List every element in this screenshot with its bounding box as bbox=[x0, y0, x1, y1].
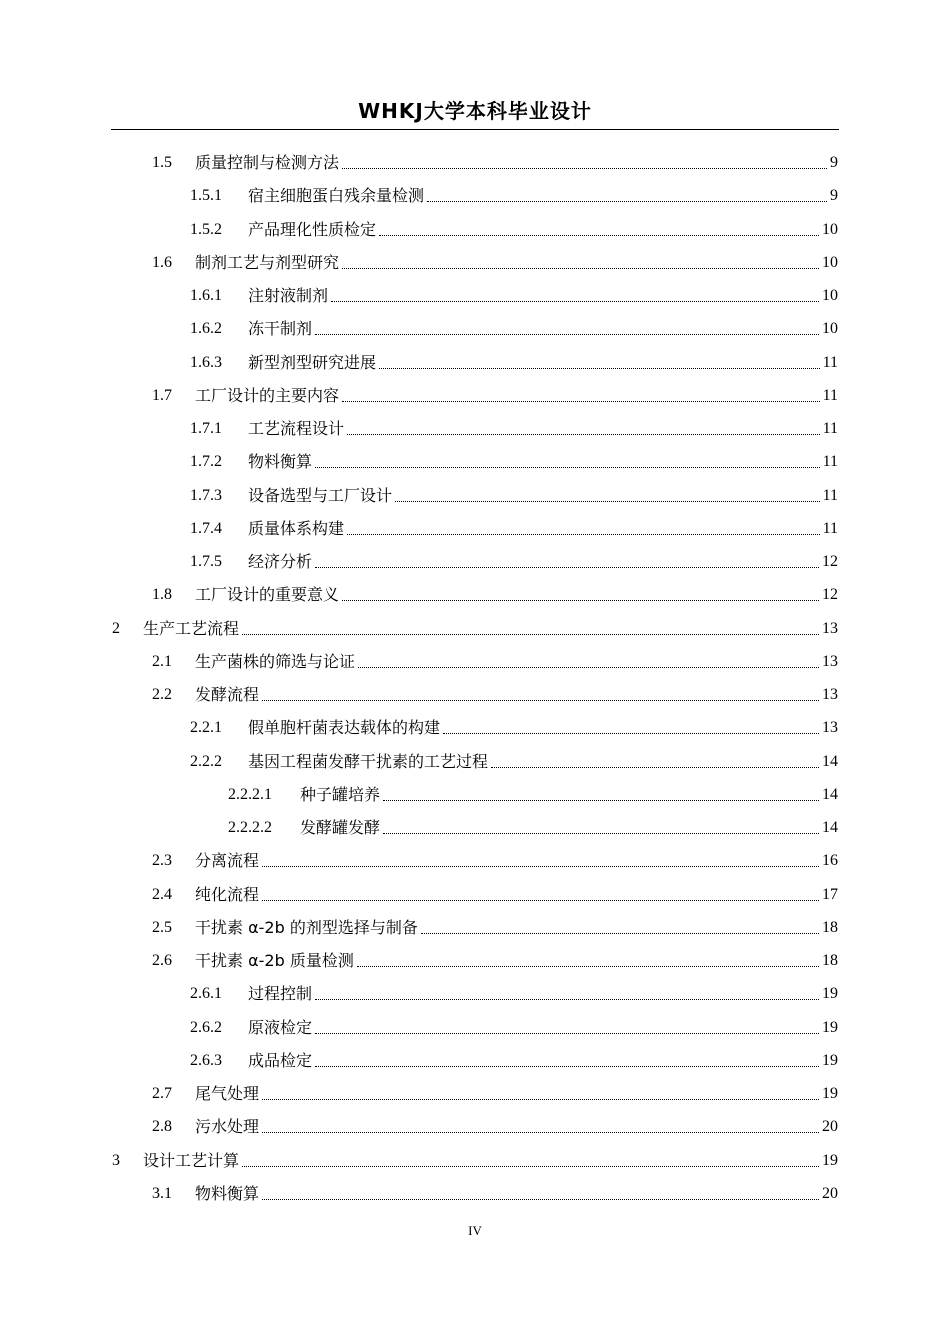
toc-entry-number: 2.2.1 bbox=[190, 719, 222, 737]
toc-entry[interactable] bbox=[190, 1006, 838, 1039]
toc-entry-title: 注射液制剂 bbox=[248, 286, 329, 305]
toc-entry[interactable] bbox=[228, 806, 838, 839]
toc-entry[interactable] bbox=[152, 839, 838, 872]
toc-dot-leader bbox=[379, 368, 820, 369]
toc-entry-number: 1.7.5 bbox=[190, 553, 222, 570]
header-title: WHKJ大学本科毕业设计 bbox=[358, 99, 592, 123]
toc-entry-page: 10 bbox=[822, 320, 838, 338]
toc-dot-leader bbox=[347, 534, 820, 535]
toc-dot-leader bbox=[262, 700, 819, 701]
toc-entry[interactable] bbox=[152, 374, 838, 407]
toc-entry[interactable] bbox=[190, 174, 838, 207]
toc-entry[interactable] bbox=[152, 1105, 838, 1138]
toc-entry-title: 尾气处理 bbox=[195, 1084, 260, 1103]
toc-entry-number: 2.2.2 bbox=[190, 752, 222, 770]
toc-dot-leader bbox=[262, 1132, 819, 1133]
toc-entry[interactable] bbox=[190, 540, 838, 573]
toc-entry-number: 1.7.4 bbox=[190, 519, 222, 537]
toc-dot-leader bbox=[315, 334, 819, 335]
toc-entry-number: 1.5.2 bbox=[190, 220, 222, 238]
toc-entry-number: 1.7.1 bbox=[190, 420, 222, 437]
toc-dot-leader bbox=[383, 800, 819, 801]
toc-entry[interactable] bbox=[152, 640, 838, 673]
toc-entry-title: 工厂设计的主要内容 bbox=[195, 385, 340, 405]
toc-entry-page: 18 bbox=[822, 918, 838, 936]
toc-entry-number: 3.1 bbox=[152, 1184, 172, 1202]
toc-entry-page: 17 bbox=[822, 885, 838, 903]
header-divider bbox=[111, 129, 839, 130]
toc-entry-page: 19 bbox=[822, 985, 838, 1003]
toc-entry[interactable] bbox=[152, 141, 838, 174]
toc-entry-number: 1.7.3 bbox=[190, 486, 222, 504]
toc-entry[interactable] bbox=[190, 341, 838, 374]
toc-entry-page: 11 bbox=[822, 386, 838, 404]
toc-entry[interactable] bbox=[190, 274, 838, 307]
toc-dot-leader bbox=[379, 235, 819, 236]
toc-entry[interactable] bbox=[228, 773, 838, 806]
toc-entry-page: 10 bbox=[822, 287, 838, 304]
toc-dot-leader bbox=[262, 1199, 819, 1200]
toc-entry[interactable] bbox=[190, 972, 838, 1005]
toc-dot-leader bbox=[262, 900, 819, 901]
toc-dot-leader bbox=[315, 999, 819, 1000]
toc-entry-page: 12 bbox=[822, 586, 838, 604]
toc-entry[interactable] bbox=[190, 407, 838, 440]
toc-dot-leader bbox=[342, 401, 820, 402]
toc-entry-number: 1.6 bbox=[152, 253, 172, 271]
toc-entry-title: 质量控制与检测方法 bbox=[195, 153, 340, 172]
toc-entry-page: 9 bbox=[830, 154, 838, 171]
toc-entry-title: 工艺流程设计 bbox=[248, 419, 345, 438]
toc-entry-page: 19 bbox=[822, 1085, 838, 1102]
toc-entry-title: 过程控制 bbox=[248, 984, 313, 1004]
toc-entry-page: 11 bbox=[822, 486, 838, 504]
toc-dot-leader bbox=[262, 1099, 819, 1100]
toc-dot-leader bbox=[342, 268, 819, 269]
toc-entry-page: 16 bbox=[822, 852, 838, 870]
toc-entry-title: 原液检定 bbox=[248, 1017, 313, 1037]
toc-entry-number: 2.3 bbox=[152, 852, 172, 870]
toc-entry-title: 质量体系构建 bbox=[248, 518, 345, 538]
toc-entry[interactable] bbox=[190, 1039, 838, 1072]
toc-entry[interactable] bbox=[112, 607, 838, 640]
toc-entry[interactable] bbox=[152, 939, 838, 972]
toc-entry-page: 20 bbox=[822, 1184, 838, 1202]
toc-entry-number: 2.5 bbox=[152, 918, 172, 936]
toc-entry-number: 1.6.3 bbox=[190, 353, 222, 371]
toc-entry-number: 2.4 bbox=[152, 885, 172, 903]
toc-entry-number: 1.5 bbox=[152, 154, 172, 171]
toc-entry-page: 14 bbox=[822, 819, 838, 836]
toc-entry-title: 工厂设计的重要意义 bbox=[195, 585, 340, 605]
toc-entry-number: 1.8 bbox=[152, 586, 172, 604]
toc-entry-number: 2.7 bbox=[152, 1085, 172, 1102]
toc-dot-leader bbox=[347, 434, 820, 435]
toc-entry-number: 1.6.2 bbox=[190, 320, 222, 338]
toc-entry-page: 11 bbox=[822, 519, 838, 537]
toc-entry-number: 1.5.1 bbox=[190, 187, 222, 205]
toc-dot-leader bbox=[443, 733, 819, 734]
toc-entry-title: 种子罐培养 bbox=[300, 784, 381, 804]
toc-dot-leader bbox=[315, 1066, 819, 1067]
toc-entry-number: 1.7.2 bbox=[190, 453, 222, 471]
toc-entry[interactable] bbox=[152, 241, 838, 274]
toc-entry-number: 2.1 bbox=[152, 652, 172, 670]
toc-entry[interactable] bbox=[190, 507, 838, 540]
toc-entry-page: 19 bbox=[822, 1018, 838, 1036]
toc-entry-page: 12 bbox=[822, 553, 838, 570]
toc-entry-page: 18 bbox=[822, 952, 838, 969]
toc-entry[interactable] bbox=[152, 573, 838, 606]
toc-dot-leader bbox=[427, 201, 827, 202]
toc-dot-leader bbox=[315, 567, 819, 568]
toc-dot-leader bbox=[395, 501, 820, 502]
toc-dot-leader bbox=[491, 767, 819, 768]
toc-entry-title: 纯化流程 bbox=[195, 884, 260, 904]
toc-dot-leader bbox=[242, 1166, 819, 1167]
toc-entry-title: 产品理化性质检定 bbox=[248, 219, 377, 239]
toc-entry[interactable] bbox=[190, 307, 838, 340]
toc-entry[interactable] bbox=[152, 673, 838, 706]
toc-dot-leader bbox=[357, 966, 819, 967]
page-header bbox=[111, 92, 839, 130]
toc-dot-leader bbox=[242, 634, 819, 635]
toc-entry-number: 1.7 bbox=[152, 386, 172, 404]
toc-dot-leader bbox=[421, 933, 819, 934]
toc-entry-title: 物料衡算 bbox=[248, 452, 313, 472]
toc-entry-title: 发酵罐发酵 bbox=[300, 818, 381, 837]
toc-entry-page: 13 bbox=[822, 686, 838, 703]
toc-entry-page: 19 bbox=[822, 1051, 838, 1069]
toc-entry-number: 1.6.1 bbox=[190, 287, 222, 304]
toc-entry-page: 14 bbox=[822, 785, 838, 803]
toc-entry[interactable] bbox=[190, 440, 838, 473]
toc-entry-number: 2.6.2 bbox=[190, 1018, 222, 1036]
toc-entry[interactable] bbox=[112, 1139, 838, 1172]
toc-entry-page: 10 bbox=[822, 220, 838, 238]
toc-entry-page: 11 bbox=[822, 453, 838, 471]
toc-entry-title: 冻干制剂 bbox=[248, 319, 313, 339]
toc-entry[interactable] bbox=[190, 208, 838, 241]
toc-dot-leader bbox=[262, 866, 819, 867]
toc-entry-title: 新型剂型研究进展 bbox=[248, 352, 377, 372]
toc-entry-page: 20 bbox=[822, 1118, 838, 1136]
toc-entry-title: 干扰素 α-2b 的剂型选择与制备 bbox=[195, 917, 418, 937]
toc-entry-number: 2.2 bbox=[152, 686, 172, 703]
toc-entry-title: 经济分析 bbox=[248, 552, 313, 571]
toc-dot-leader bbox=[315, 1033, 819, 1034]
toc-entry-number: 2.6.1 bbox=[190, 985, 222, 1003]
toc-dot-leader bbox=[331, 301, 819, 302]
toc-entry-title: 生产菌株的筛选与论证 bbox=[195, 651, 356, 671]
toc-entry-number: 2.2.2.2 bbox=[228, 819, 272, 836]
toc-dot-leader bbox=[342, 168, 827, 169]
toc-entry-title: 设备选型与工厂设计 bbox=[248, 485, 393, 505]
toc-entry-number: 3 bbox=[112, 1151, 120, 1169]
toc-entry-number: 2.2.2.1 bbox=[228, 785, 272, 803]
toc-dot-leader bbox=[315, 467, 820, 468]
toc-entry-title: 制剂工艺与剂型研究 bbox=[195, 252, 340, 272]
toc-entry[interactable] bbox=[152, 1172, 838, 1205]
toc-entry-title: 污水处理 bbox=[195, 1117, 260, 1137]
toc-entry-title: 生产工艺流程 bbox=[143, 618, 240, 638]
toc-entry-number: 2.6.3 bbox=[190, 1051, 222, 1069]
toc-entry[interactable] bbox=[152, 906, 838, 939]
toc-entry-number: 2.6 bbox=[152, 952, 172, 969]
toc-entry[interactable] bbox=[190, 740, 838, 773]
toc-entry-page: 9 bbox=[830, 187, 838, 205]
toc-dot-leader bbox=[383, 833, 819, 834]
toc-dot-leader bbox=[358, 667, 819, 668]
toc-entry-title: 假单胞杆菌表达载体的构建 bbox=[248, 718, 441, 738]
toc-entry[interactable] bbox=[152, 873, 838, 906]
toc-entry-page: 11 bbox=[822, 353, 838, 371]
toc-entry-page: 14 bbox=[822, 752, 838, 770]
toc-entry-page: 13 bbox=[822, 652, 838, 670]
toc-entry-page: 13 bbox=[822, 719, 838, 737]
toc-entry-title: 干扰素 α-2b 质量检测 bbox=[195, 951, 354, 970]
toc-entry-title: 设计工艺计算 bbox=[143, 1150, 240, 1170]
toc-entry-page: 13 bbox=[822, 619, 838, 637]
toc-entry-page: 11 bbox=[822, 420, 838, 437]
toc-entry-page: 19 bbox=[822, 1151, 838, 1169]
toc-entry[interactable] bbox=[190, 706, 838, 739]
toc-entry-number: 2.8 bbox=[152, 1118, 172, 1136]
toc-entry[interactable] bbox=[152, 1072, 838, 1105]
toc-entry-title: 基因工程菌发酵干扰素的工艺过程 bbox=[248, 751, 489, 771]
toc-entry-title: 分离流程 bbox=[195, 851, 260, 871]
toc-entry-title: 发酵流程 bbox=[195, 685, 260, 704]
toc-dot-leader bbox=[342, 600, 819, 601]
toc-entry-title: 成品检定 bbox=[248, 1050, 313, 1070]
toc-entry-title: 物料衡算 bbox=[195, 1183, 260, 1203]
toc-entry[interactable] bbox=[190, 474, 838, 507]
toc-entry-page: 10 bbox=[822, 253, 838, 271]
page-number: IV bbox=[468, 1223, 482, 1238]
toc-entry-title: 宿主细胞蛋白残余量检测 bbox=[248, 186, 425, 206]
toc-entry-number: 2 bbox=[112, 619, 120, 637]
